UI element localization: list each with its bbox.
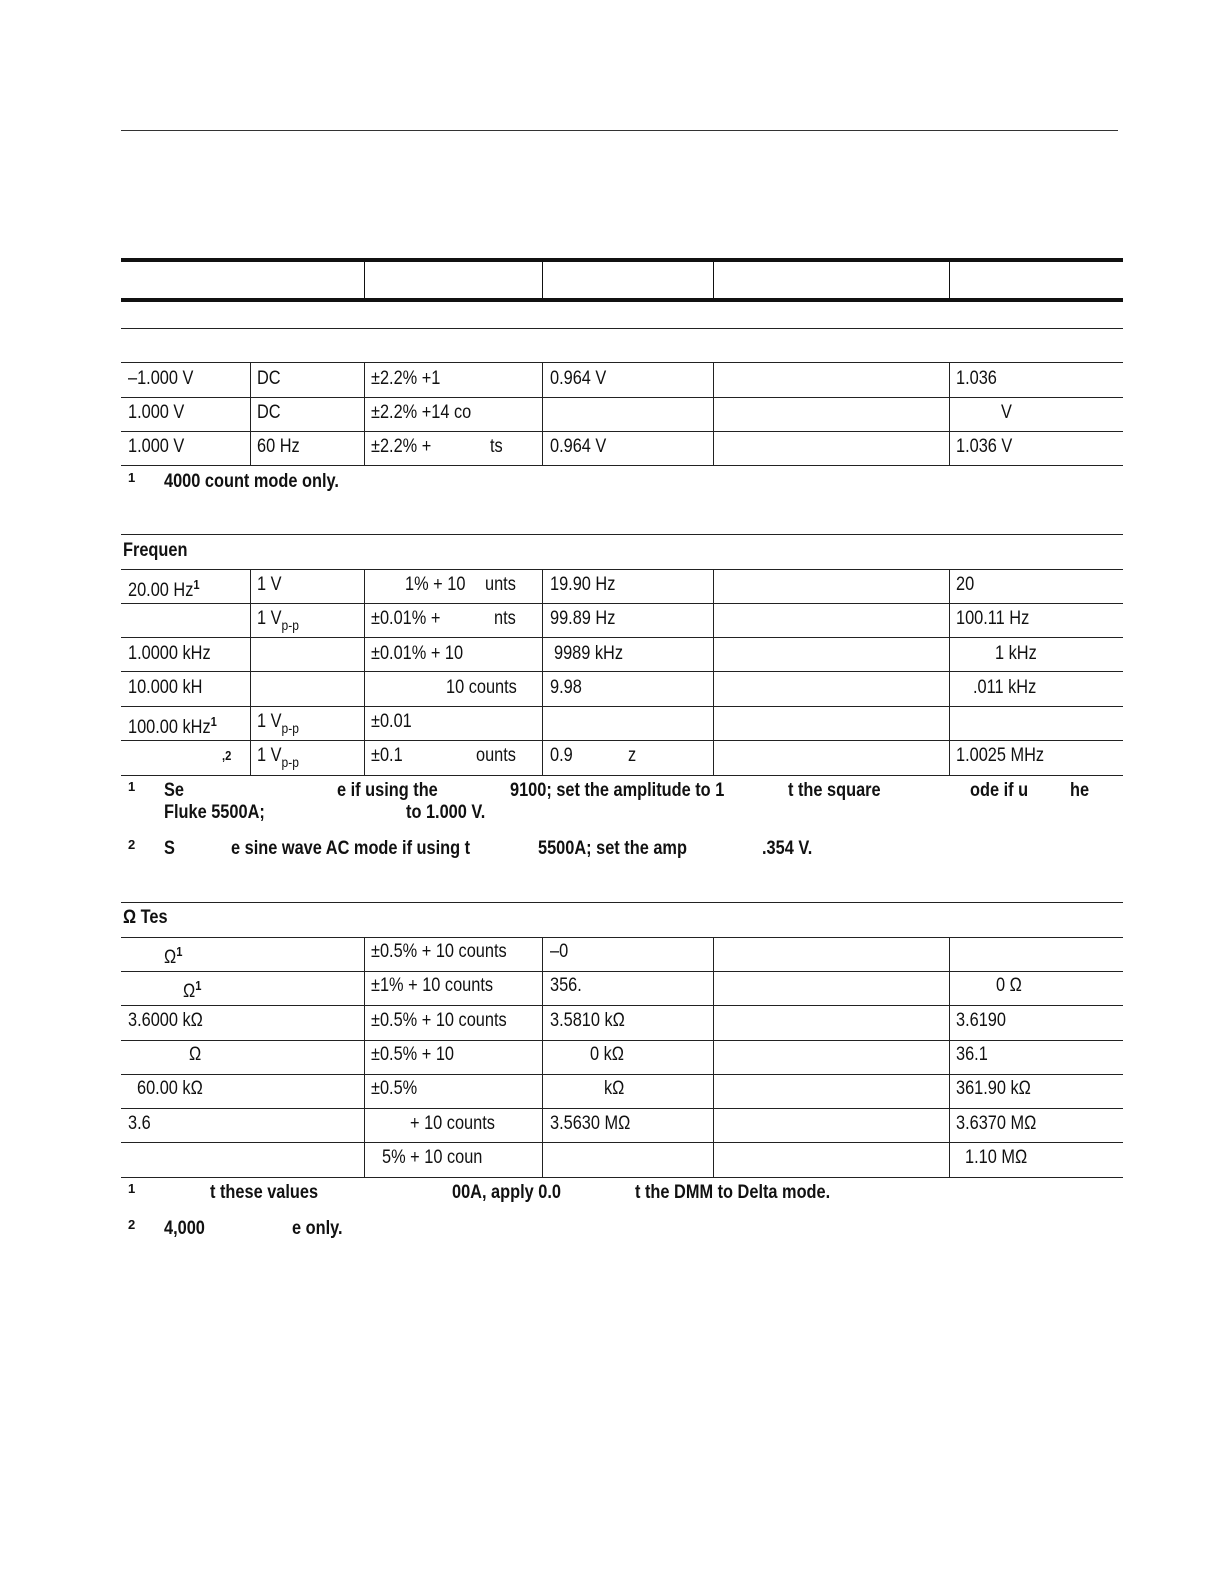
cell-tolerance: ±0.5% (371, 1078, 418, 1099)
footnote-text: t these values (210, 1182, 319, 1203)
footnote-text: to 1.000 V. (406, 802, 486, 823)
footnote-text: t the DMM to Delta mode. (635, 1182, 831, 1203)
header-divider (542, 262, 543, 298)
cell-min: 9989 kHz (554, 643, 624, 664)
header-divider (949, 262, 950, 298)
col-divider (949, 362, 950, 465)
footnote-text: Fluke 5500A; (164, 802, 265, 823)
cell-min: 0 kΩ (590, 1044, 625, 1065)
cell-min: 0.9 (550, 745, 573, 766)
row-rule (121, 706, 1123, 707)
cell-min: 19.90 Hz (550, 574, 616, 595)
cell-value: 3.6 (128, 1113, 151, 1134)
cell-max: .011 kHz (973, 677, 1037, 698)
footnote-text: 00A, apply 0.0 (452, 1182, 561, 1203)
cell-min: 3.5810 kΩ (550, 1010, 625, 1031)
cell-tolerance-fragment: unts (485, 574, 516, 595)
cell-min: kΩ (604, 1078, 625, 1099)
row-rule (121, 603, 1123, 604)
footnote-text: 5500A; set the amp (538, 838, 687, 859)
col-divider (364, 937, 365, 1177)
footnote-text: Se (164, 780, 184, 801)
cell-min: 0.964 V (550, 368, 607, 389)
cell-amplitude: 1 $V_{p-p}$ (257, 745, 299, 770)
table-header-row (121, 258, 1123, 302)
row-rule (121, 1074, 1123, 1075)
cell-value: 1.000 V (128, 402, 185, 423)
cell-tolerance: ±0.01 (371, 711, 412, 732)
cell-tolerance: 1% + 10 (405, 574, 466, 595)
cell-amplitude: 1 $V_{p-p}$ (257, 711, 299, 736)
footnote-marker: 1 (128, 779, 136, 794)
section-rule (121, 902, 1123, 903)
cell-tolerance: + 10 counts (410, 1113, 495, 1134)
col-divider (250, 362, 251, 465)
footnote-text: 4000 count mode only. (164, 471, 339, 492)
header-divider (713, 262, 714, 298)
cell-tolerance: ±0.01% + (371, 608, 441, 629)
cell-value: 1.0000 kHz (128, 643, 211, 664)
cell-min-fragment: z (628, 745, 637, 766)
footnote-text: 9100; set the amplitude to 1 (510, 780, 725, 801)
cell-min: 3.5630 MΩ (550, 1113, 631, 1134)
cell-min: 9.98 (550, 677, 582, 698)
cell-mode: DC (257, 402, 281, 423)
col-divider (949, 937, 950, 1177)
col-divider (713, 569, 714, 775)
footnote-marker: 1 (128, 470, 136, 485)
row-rule (121, 971, 1123, 972)
cell-tolerance-fragment: ounts (476, 745, 516, 766)
page-header-rule (121, 130, 1118, 131)
cell-max: 3.6370 MΩ (956, 1113, 1037, 1134)
footnote-marker: 2 (128, 837, 136, 852)
col-divider (949, 569, 950, 775)
cell-value: 100.00 kHz$^1$ (128, 714, 217, 738)
cell-min: –0 (550, 941, 569, 962)
cell-max: 20 (956, 574, 975, 595)
footnote-text: ode if u (970, 780, 1029, 801)
cell-min: 356. (550, 975, 582, 996)
section-rule (121, 328, 1123, 329)
cell-mode: 60 Hz (257, 436, 300, 457)
section-title: Ω Tes (123, 907, 168, 928)
cell-tolerance-fragment: nts (494, 608, 516, 629)
cell-tolerance: ±2.2% +1 (371, 368, 441, 389)
cell-tolerance: ±2.2% +14 co (371, 402, 472, 423)
cell-value: Ω (189, 1044, 202, 1065)
cell-tolerance: 5% + 10 coun (382, 1147, 483, 1168)
cell-max: 100.11 Hz (956, 608, 1030, 629)
cell-value: 60.00 kΩ (137, 1078, 203, 1099)
footnote-marker: 1 (128, 1181, 136, 1196)
cell-tolerance: ±0.01% + 10 (371, 643, 464, 664)
footnote-text: e if using the (337, 780, 438, 801)
cell-max: 1.036 (956, 368, 997, 389)
cell-max: 36.1 (956, 1044, 988, 1065)
cell-value: 20.00 Hz$^1$ (128, 577, 200, 601)
footnote-text: he (1070, 780, 1090, 801)
cell-amplitude: 1 V (257, 574, 282, 595)
row-rule (121, 569, 1123, 570)
footnote-text: 4,000 (164, 1218, 205, 1239)
cell-value: ,2 (222, 748, 232, 763)
cell-max: 1 kHz (995, 643, 1037, 664)
row-rule (121, 740, 1123, 741)
row-rule (121, 1177, 1123, 1178)
cell-max: V (1001, 402, 1012, 423)
footnote-text: S (164, 838, 175, 859)
header-divider (364, 262, 365, 298)
cell-max: 0 Ω (996, 975, 1022, 996)
row-rule (121, 637, 1123, 638)
cell-value: 3.6000 kΩ (128, 1010, 203, 1031)
row-rule (121, 1005, 1123, 1006)
section-rule (121, 534, 1123, 535)
row-rule (121, 1108, 1123, 1109)
cell-tolerance: ±0.5% + 10 (371, 1044, 455, 1065)
cell-tolerance: ±0.5% + 10 counts (371, 941, 507, 962)
cell-max: 1.0025 MHz (956, 745, 1045, 766)
footnote-marker: 2 (128, 1217, 136, 1232)
cell-tolerance: ±0.1 (371, 745, 403, 766)
cell-tolerance-fragment: 10 counts (446, 677, 517, 698)
row-rule (121, 1142, 1123, 1143)
col-divider (713, 362, 714, 465)
section-title: Frequen (123, 540, 188, 561)
row-rule (121, 775, 1123, 776)
col-divider (542, 362, 543, 465)
cell-value: –1.000 V (128, 368, 194, 389)
col-divider (542, 569, 543, 775)
cell-value: $\Omega^1$ (164, 944, 183, 968)
footnote-text: e sine wave AC mode if using t (231, 838, 471, 859)
row-rule (121, 431, 1123, 432)
cell-value: 10.000 kH (128, 677, 203, 698)
footnote-text: .354 V. (762, 838, 813, 859)
row-rule (121, 397, 1123, 398)
cell-mode: DC (257, 368, 281, 389)
col-divider (542, 937, 543, 1177)
col-divider (250, 569, 251, 775)
cell-min: 99.89 Hz (550, 608, 616, 629)
cell-tolerance: ±2.2% + (371, 436, 432, 457)
cell-max: 3.6190 (956, 1010, 1006, 1031)
cell-max: 361.90 kΩ (956, 1078, 1031, 1099)
row-rule (121, 937, 1123, 938)
cell-tolerance: ±0.5% + 10 counts (371, 1010, 507, 1031)
col-divider (364, 569, 365, 775)
cell-min: 0.964 V (550, 436, 607, 457)
row-rule (121, 362, 1123, 363)
footnote-text: e only. (292, 1218, 343, 1239)
cell-max: 1.10 MΩ (965, 1147, 1028, 1168)
cell-max: 1.036 V (956, 436, 1013, 457)
cell-amplitude: 1 $V_{p-p}$ (257, 608, 299, 633)
footnote-text: t the square (788, 780, 881, 801)
row-rule (121, 465, 1123, 466)
row-rule (121, 1040, 1123, 1041)
col-divider (364, 362, 365, 465)
cell-value: 1.000 V (128, 436, 185, 457)
cell-value: $\Omega^1$ (183, 978, 202, 1002)
cell-tolerance: ±1% + 10 counts (371, 975, 494, 996)
row-rule (121, 671, 1123, 672)
cell-tolerance-fragment: ts (490, 436, 503, 457)
col-divider (713, 937, 714, 1177)
